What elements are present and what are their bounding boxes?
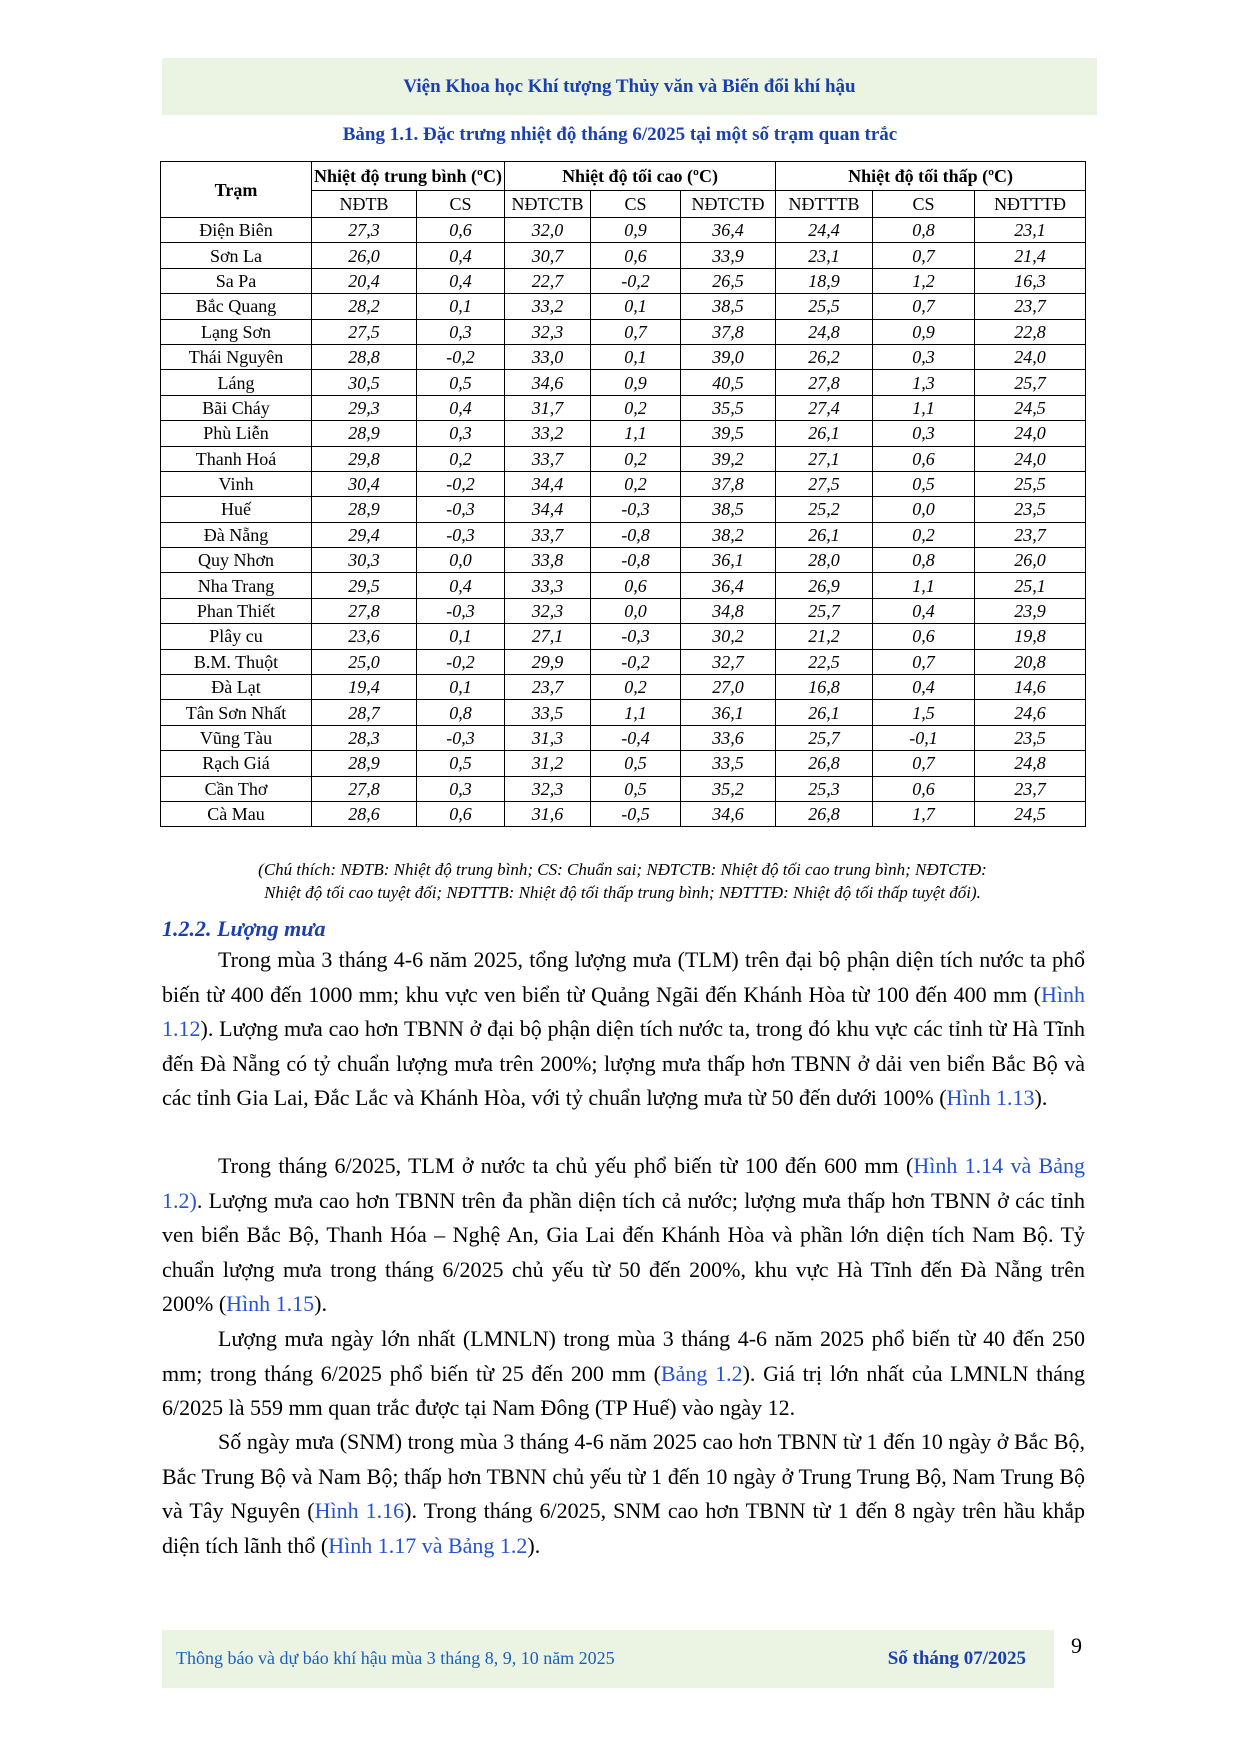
table-cell: 1,1 (591, 421, 681, 446)
table-note-line: (Chú thích: NĐTB: Nhiệt độ trung bình; CS: Chuẩn sai; NĐTCTB: Nhiệt độ tối cao trung bình; NĐTCTĐ: (258, 860, 987, 879)
table-cell: 38,5 (681, 294, 776, 319)
header-title: Viện Khoa học Khí tượng Thủy văn và Biến đổi khí hậu (403, 75, 856, 97)
table-cell: 0,8 (873, 548, 975, 573)
table-cell: 39,2 (681, 446, 776, 471)
table-cell: 1,3 (873, 370, 975, 395)
table-cell: 0,5 (417, 370, 505, 395)
table-cell: 24,0 (975, 421, 1086, 446)
table-cell: 0,7 (873, 649, 975, 674)
sub-header: NĐTCTĐ (681, 191, 776, 218)
section-heading: 1.2.2. Lượng mưa (162, 916, 326, 941)
station-name: Rạch Giá (161, 751, 312, 776)
table-cell: 33,6 (681, 725, 776, 750)
temperature-table (160, 161, 1086, 827)
table-row (161, 395, 1086, 420)
table-cell: 0,9 (591, 370, 681, 395)
table-cell: 31,3 (505, 725, 591, 750)
table-cell: 22,7 (505, 268, 591, 293)
table-cell: 0,2 (873, 522, 975, 547)
station-name: Cà Mau (161, 801, 312, 826)
station-name: Vinh (161, 471, 312, 496)
table-cell: 38,5 (681, 497, 776, 522)
group-header-max: Nhiệt độ tối cao (ºC) (505, 162, 776, 191)
table-row (161, 573, 1086, 598)
table-row (161, 598, 1086, 623)
table-cell: 29,4 (312, 522, 417, 547)
table-cell: 25,3 (776, 776, 873, 801)
table-cell: 18,9 (776, 268, 873, 293)
paragraph-text: Trong mùa 3 tháng 4-6 năm 2025, tổng lượng mưa (TLM) trên đại bộ phận diện tích nước ta phổ biến từ 400 đến 1000 mm; khu vực ven biển từ Quảng Ngãi đến Khánh Hòa từ 100 đến 400 mm ( (162, 947, 1085, 1007)
table-cell: 24,6 (975, 700, 1086, 725)
table-cell: 29,8 (312, 446, 417, 471)
table-cell: 30,7 (505, 243, 591, 268)
table-cell: 26,0 (975, 548, 1086, 573)
table-cell: 23,1 (975, 218, 1086, 243)
sub-header: NĐTB (312, 191, 417, 218)
table-cell: 0,0 (591, 598, 681, 623)
table-cell: 28,6 (312, 801, 417, 826)
station-name: Sa Pa (161, 268, 312, 293)
table-cell: 26,2 (776, 344, 873, 369)
table-row (161, 675, 1086, 700)
table-cell: 36,4 (681, 218, 776, 243)
table-cell: 20,8 (975, 649, 1086, 674)
table-cell: 28,9 (312, 751, 417, 776)
station-name: Huế (161, 497, 312, 522)
station-name: Điện Biên (161, 218, 312, 243)
table-cell: 25,7 (776, 598, 873, 623)
table-cell: -0,8 (591, 548, 681, 573)
paragraph-text: ). (527, 1532, 541, 1558)
table-cell: 34,4 (505, 497, 591, 522)
table-cell: 0,3 (417, 776, 505, 801)
table-cell: 0,3 (873, 421, 975, 446)
table-row (161, 218, 1086, 243)
paragraph-text: ). Giá trị lớn nhất của LMNLN tháng 6/2025 là 559 mm quan trắc được tại Nam Đông (TP Huế) vào ngày 12. (162, 1360, 1085, 1420)
paragraph (162, 1322, 1085, 1426)
table-cell: 1,1 (873, 573, 975, 598)
paragraph-text: ). (1034, 1085, 1048, 1110)
table-cell: 39,5 (681, 421, 776, 446)
table-cell: -0,3 (417, 522, 505, 547)
table-cell: 1,5 (873, 700, 975, 725)
table-cell: 1,1 (591, 700, 681, 725)
station-name: Thanh Hoá (161, 446, 312, 471)
table-cell: 33,3 (505, 573, 591, 598)
table-cell: 32,0 (505, 218, 591, 243)
station-name: Vũng Tàu (161, 725, 312, 750)
figure-reference-link[interactable]: Bảng 1.2 (660, 1360, 743, 1386)
table-cell: 33,7 (505, 522, 591, 547)
table-cell: -0,2 (591, 268, 681, 293)
table-cell: -0,4 (591, 725, 681, 750)
table-cell: 25,5 (776, 294, 873, 319)
table-cell: 0,4 (417, 268, 505, 293)
table-cell: 35,2 (681, 776, 776, 801)
table-title: Bảng 1.1. Đặc trưng nhiệt độ tháng 6/2025 tại một số trạm quan trắc (342, 124, 898, 145)
table-cell: 24,8 (776, 319, 873, 344)
station-name: Plây cu (161, 624, 312, 649)
sub-header: NĐTTTB (776, 191, 873, 218)
figure-reference-link[interactable]: Hình 1.14 và Bảng 1.2) (162, 1153, 1085, 1213)
table-cell: 29,9 (505, 649, 591, 674)
footer-band (162, 1630, 1054, 1688)
table-cell: 0,8 (873, 218, 975, 243)
table-cell: 26,1 (776, 700, 873, 725)
table-cell: 21,2 (776, 624, 873, 649)
table-cell: 30,3 (312, 548, 417, 573)
table-cell: 37,8 (681, 319, 776, 344)
paragraph-text: Số ngày mưa (SNM) trong mùa 3 tháng 4-6 năm 2025 cao hơn TBNN từ 1 đến 10 ngày ở Bắc Bộ, Bắc Trung Bộ và Nam Bộ; thấp hơn TBNN chủ yếu từ 1 đến 10 ngày ở Trung Trung Bộ, Nam Trung Bộ và Tây Nguyên ( (162, 1429, 1085, 1523)
paragraph-text: . Lượng mưa cao hơn TBNN trên đa phần diện tích cả nước; lượng mưa thấp hơn TBNN ở các tỉnh ven biển Bắc Bộ, Thanh Hóa – Nghệ An, Gia Lai đến Khánh Hòa và phần lớn diện tích Nam Bộ. Tỷ chuẩn lượng mưa trong tháng 6/2025 chủ yếu từ 50 đến 200%, khu vực Hà Tĩnh đến Đà Nẵng trên 200% ( (162, 1187, 1085, 1316)
paragraph (162, 1149, 1085, 1322)
table-cell: 0,2 (591, 471, 681, 496)
table-cell: 0,1 (417, 294, 505, 319)
table-cell: 29,5 (312, 573, 417, 598)
table-notes (160, 858, 1085, 904)
table-cell: 33,7 (505, 446, 591, 471)
table-cell: -0,3 (417, 497, 505, 522)
table-cell: 36,1 (681, 700, 776, 725)
page-number: 9 (1071, 1633, 1082, 1658)
table-cell: -0,2 (417, 649, 505, 674)
table-cell: 23,6 (312, 624, 417, 649)
table-cell: 0,4 (417, 243, 505, 268)
table-cell: 16,3 (975, 268, 1086, 293)
paragraph-text: Trong tháng 6/2025, TLM ở nước ta chủ yếu phổ biến từ 100 đến 600 mm ( (218, 1153, 914, 1178)
table-cell: 0,6 (591, 573, 681, 598)
table-cell: 27,5 (776, 471, 873, 496)
table-cell: 33,5 (505, 700, 591, 725)
table-cell: 26,1 (776, 421, 873, 446)
table-cell: 0,2 (591, 675, 681, 700)
table-cell: 0,1 (591, 294, 681, 319)
table-cell: -0,3 (591, 624, 681, 649)
table-cell: 0,4 (417, 395, 505, 420)
table-cell: -0,1 (873, 725, 975, 750)
table-cell: 27,8 (312, 776, 417, 801)
table-cell: 0,8 (417, 700, 505, 725)
table-cell: 1,1 (873, 395, 975, 420)
table-cell: 30,5 (312, 370, 417, 395)
table-cell: 33,5 (681, 751, 776, 776)
table-cell: 26,9 (776, 573, 873, 598)
station-name: Láng (161, 370, 312, 395)
table-cell: 0,6 (417, 218, 505, 243)
table-cell: 33,2 (505, 294, 591, 319)
table-cell: 27,3 (312, 218, 417, 243)
station-name: Đà Nẵng (161, 522, 312, 547)
table-cell: 24,0 (975, 446, 1086, 471)
group-header-min: Nhiệt độ tối thấp (ºC) (776, 162, 1086, 191)
table-cell: 0,9 (873, 319, 975, 344)
table-cell: 25,5 (975, 471, 1086, 496)
station-name: Cần Thơ (161, 776, 312, 801)
table-cell: 22,8 (975, 319, 1086, 344)
group-header-mean: Nhiệt độ trung bình (ºC) (312, 162, 505, 191)
table-cell: -0,2 (417, 471, 505, 496)
paragraph (162, 943, 1085, 1116)
table-cell: 0,6 (417, 801, 505, 826)
figure-reference-link[interactable]: Hình 1.17 và Bảng 1.2 (328, 1532, 528, 1558)
table-cell: 0,3 (417, 319, 505, 344)
table-cell: 31,7 (505, 395, 591, 420)
table-cell: 24,0 (975, 344, 1086, 369)
table-cell: 0,3 (873, 344, 975, 369)
table-cell: 24,5 (975, 801, 1086, 826)
table-cell: 25,0 (312, 649, 417, 674)
table-cell: 27,5 (312, 319, 417, 344)
table-cell: 34,8 (681, 598, 776, 623)
table-cell: 28,2 (312, 294, 417, 319)
table-cell: 27,1 (776, 446, 873, 471)
footer-issue: Số tháng 07/2025 (887, 1648, 1026, 1669)
figure-reference-link[interactable]: Hình 1.12 (162, 981, 1085, 1041)
station-header: Trạm (161, 162, 312, 218)
paragraph-text: ). (314, 1291, 327, 1316)
table-cell: 0,7 (873, 294, 975, 319)
table-cell: 0,1 (417, 624, 505, 649)
table-cell: 0,6 (591, 243, 681, 268)
table-cell: -0,2 (591, 649, 681, 674)
table-cell: 40,5 (681, 370, 776, 395)
paragraph-text: Lượng mưa ngày lớn nhất (LMNLN) trong mùa 3 tháng 4-6 năm 2025 phổ biến từ 40 đến 250 mm; trong tháng 6/2025 phổ biến từ 25 đến 200 mm ( (162, 1326, 1085, 1386)
table-cell: 0,0 (417, 548, 505, 573)
table-cell: 0,5 (591, 751, 681, 776)
table-row (161, 624, 1086, 649)
table-row (161, 801, 1086, 826)
table-row (161, 243, 1086, 268)
table-cell: 0,7 (873, 243, 975, 268)
table-cell: 23,9 (975, 598, 1086, 623)
station-name: Đà Lạt (161, 675, 312, 700)
table-cell: 19,4 (312, 675, 417, 700)
sub-header: NĐTCTB (505, 191, 591, 218)
table-cell: 23,5 (975, 497, 1086, 522)
station-name: Phan Thiết (161, 598, 312, 623)
table-cell: 0,2 (591, 395, 681, 420)
table-row (161, 497, 1086, 522)
table-cell: 29,3 (312, 395, 417, 420)
table-cell: 28,3 (312, 725, 417, 750)
table-cell: 33,0 (505, 344, 591, 369)
table-cell: 0,9 (591, 218, 681, 243)
table-row (161, 319, 1086, 344)
station-name: Nha Trang (161, 573, 312, 598)
table-cell: 0,0 (873, 497, 975, 522)
header-band (162, 58, 1097, 115)
table-row (161, 421, 1086, 446)
table-cell: 22,5 (776, 649, 873, 674)
table-cell: 28,7 (312, 700, 417, 725)
table-cell: 34,6 (505, 370, 591, 395)
table-cell: 24,4 (776, 218, 873, 243)
station-name: Bắc Quang (161, 294, 312, 319)
footer-publication-title: Thông báo và dự báo khí hậu mùa 3 tháng 8, 9, 10 năm 2025 (176, 1648, 615, 1668)
table-cell: 14,6 (975, 675, 1086, 700)
table-row (161, 471, 1086, 496)
table-cell: 0,7 (591, 319, 681, 344)
table-cell: 38,2 (681, 522, 776, 547)
table-cell: 34,6 (681, 801, 776, 826)
table-cell: 24,5 (975, 395, 1086, 420)
table-cell: 23,7 (505, 675, 591, 700)
table-cell: 27,0 (681, 675, 776, 700)
table-cell: 28,8 (312, 344, 417, 369)
table-cell: 26,8 (776, 751, 873, 776)
sub-header: CS (591, 191, 681, 218)
table-cell: 27,4 (776, 395, 873, 420)
station-name: Tân Sơn Nhất (161, 700, 312, 725)
table-cell: 1,2 (873, 268, 975, 293)
table-cell: 0,7 (873, 751, 975, 776)
table-cell: 0,6 (873, 776, 975, 801)
table-row (161, 522, 1086, 547)
table-cell: 0,4 (873, 675, 975, 700)
table-cell: 28,9 (312, 497, 417, 522)
station-name: Sơn La (161, 243, 312, 268)
table-cell: 28,0 (776, 548, 873, 573)
table-cell: 26,0 (312, 243, 417, 268)
table-cell: 25,1 (975, 573, 1086, 598)
table-row (161, 700, 1086, 725)
sub-header: NĐTTTĐ (975, 191, 1086, 218)
table-cell: 26,8 (776, 801, 873, 826)
figure-reference-link[interactable]: Hình 1.16 (314, 1498, 405, 1523)
table-cell: 0,4 (873, 598, 975, 623)
table-row (161, 751, 1086, 776)
table-cell: 21,4 (975, 243, 1086, 268)
table-cell: 23,7 (975, 294, 1086, 319)
table-cell: 0,2 (417, 446, 505, 471)
station-name: Lạng Sơn (161, 319, 312, 344)
table-cell: 33,8 (505, 548, 591, 573)
table-row (161, 268, 1086, 293)
table-cell: 23,1 (776, 243, 873, 268)
table-cell: 26,1 (776, 522, 873, 547)
table-cell: 16,8 (776, 675, 873, 700)
table-cell: 0,5 (417, 751, 505, 776)
table-cell: 25,7 (975, 370, 1086, 395)
table-cell: 32,3 (505, 598, 591, 623)
table-cell: 33,9 (681, 243, 776, 268)
table-cell: 0,1 (591, 344, 681, 369)
table-cell: 25,2 (776, 497, 873, 522)
table-cell: -0,3 (417, 725, 505, 750)
table-row (161, 776, 1086, 801)
table-cell: 27,1 (505, 624, 591, 649)
table-cell: 24,8 (975, 751, 1086, 776)
table-cell: 31,2 (505, 751, 591, 776)
station-name: Phù Liễn (161, 421, 312, 446)
table-cell: 0,6 (873, 446, 975, 471)
table-cell: 1,7 (873, 801, 975, 826)
sub-header: CS (873, 191, 975, 218)
table-cell: 0,6 (873, 624, 975, 649)
table-cell: 30,2 (681, 624, 776, 649)
table-cell: 26,5 (681, 268, 776, 293)
table-cell: 0,2 (591, 446, 681, 471)
table-cell: 33,2 (505, 421, 591, 446)
table-cell: 39,0 (681, 344, 776, 369)
table-cell: 23,7 (975, 522, 1086, 547)
table-cell: 31,6 (505, 801, 591, 826)
table-cell: -0,3 (591, 497, 681, 522)
table-cell: 28,9 (312, 421, 417, 446)
station-name: Quy Nhơn (161, 548, 312, 573)
table-cell: 23,7 (975, 776, 1086, 801)
table-cell: 37,8 (681, 471, 776, 496)
table-cell: 25,7 (776, 725, 873, 750)
table-cell: 30,4 (312, 471, 417, 496)
table-cell: 35,5 (681, 395, 776, 420)
paragraph-text: ). Lượng mưa cao hơn TBNN ở đại bộ phận diện tích nước ta, trong đó khu vực các tỉnh từ Hà Tĩnh đến Đà Nẵng có tỷ chuẩn lượng mưa trên 200%; lượng mưa thấp hơn TBNN ở dải ven biển Bắc Bộ và các tỉnh Gia Lai, Đắc Lắc và Khánh Hòa, với tỷ chuẩn lượng mưa từ 50 đến dưới 100% ( (162, 1016, 1085, 1110)
table-cell: 23,5 (975, 725, 1086, 750)
table-cell: 36,4 (681, 573, 776, 598)
table-row (161, 344, 1086, 369)
paragraph-text: ). Trong tháng 6/2025, SNM cao hơn TBNN từ 1 đến 8 ngày trên hầu khắp diện tích lãnh thổ ( (162, 1498, 1086, 1558)
table-row (161, 548, 1086, 573)
table-row (161, 446, 1086, 471)
figure-reference-link[interactable]: Hình 1.15 (226, 1291, 315, 1316)
table-cell: -0,5 (591, 801, 681, 826)
table-cell: -0,3 (417, 598, 505, 623)
table-cell: 34,4 (505, 471, 591, 496)
station-name: Bãi Cháy (161, 395, 312, 420)
table-cell: -0,2 (417, 344, 505, 369)
station-name: B.M. Thuột (161, 649, 312, 674)
figure-reference-link[interactable]: Hình 1.13 (946, 1085, 1035, 1110)
table-cell: 0,4 (417, 573, 505, 598)
table-row (161, 649, 1086, 674)
table-cell: 0,5 (591, 776, 681, 801)
station-name: Thái Nguyên (161, 344, 312, 369)
table-row (161, 725, 1086, 750)
table-cell: 0,3 (417, 421, 505, 446)
table-row (161, 294, 1086, 319)
table-cell: 19,8 (975, 624, 1086, 649)
table-cell: 36,1 (681, 548, 776, 573)
table-cell: 20,4 (312, 268, 417, 293)
table-cell: 0,1 (417, 675, 505, 700)
table-cell: 0,5 (873, 471, 975, 496)
table-cell: -0,8 (591, 522, 681, 547)
table-cell: 27,8 (312, 598, 417, 623)
table-cell: 32,3 (505, 319, 591, 344)
sub-header: CS (417, 191, 505, 218)
table-cell: 27,8 (776, 370, 873, 395)
paragraph (162, 1425, 1085, 1563)
table-row (161, 370, 1086, 395)
table-cell: 32,7 (681, 649, 776, 674)
table-cell: 32,3 (505, 776, 591, 801)
table-note-line: Nhiệt độ tối cao tuyệt đối; NĐTTTB: Nhiệt độ tối thấp trung bình; NĐTTTĐ: Nhiệt độ tối thấp tuyệt đối). (264, 883, 981, 902)
